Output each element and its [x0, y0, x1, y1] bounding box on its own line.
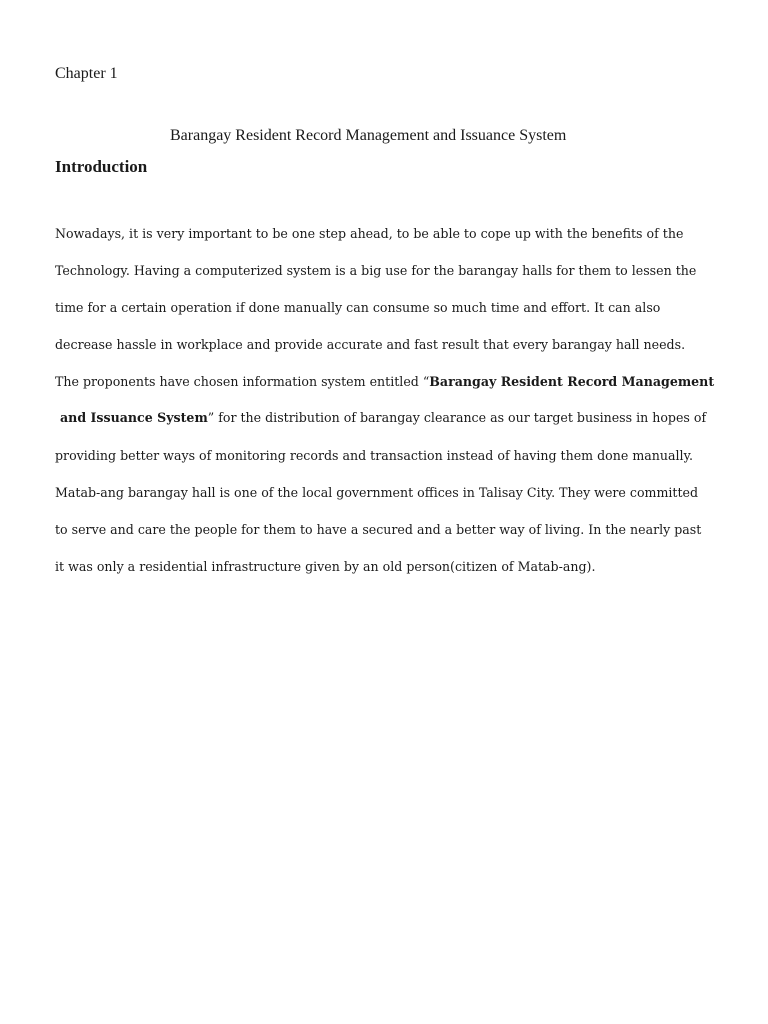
paragraph-line: providing better ways of monitoring records and transaction instead of having them done manually.: [55, 448, 694, 463]
paragraph-line: Nowadays, it is very important to be one step ahead, to be able to cope up with the benefits of the: [55, 226, 684, 241]
section-heading: Introduction: [55, 157, 148, 176]
paragraph-text: The proponents have chosen information system entitled “: [55, 374, 430, 389]
paragraph-line: [60, 409, 737, 427]
document-title: Barangay Resident Record Management and Issuance System: [170, 127, 567, 144]
paragraph-line: decrease hassle in workplace and provide accurate and fast result that every barangay hall needs.: [55, 337, 686, 352]
paragraph-line: it was only a residential infrastructure given by an old person(citizen of Matab-ang).: [55, 559, 596, 574]
chapter-label: Chapter 1: [55, 65, 118, 82]
system-name-bold: and Issuance System: [60, 410, 208, 425]
paragraph-text: ” for the distribution of barangay clearance as our target business in hopes of: [207, 410, 707, 425]
paragraph-line: time for a certain operation if done manually can consume so much time and effort. It can also: [55, 300, 661, 315]
paragraph-line: Matab-ang barangay hall is one of the local government offices in Talisay City. They were committed: [55, 485, 699, 500]
system-name-bold: Barangay Resident Record Management: [429, 374, 715, 389]
paragraph-line: [55, 373, 732, 391]
paragraph-line: Technology. Having a computerized system is a big use for the barangay halls for them to lessen the: [55, 263, 697, 278]
paragraph-line: to serve and care the people for them to have a secured and a better way of living. In the nearly past: [55, 522, 702, 537]
